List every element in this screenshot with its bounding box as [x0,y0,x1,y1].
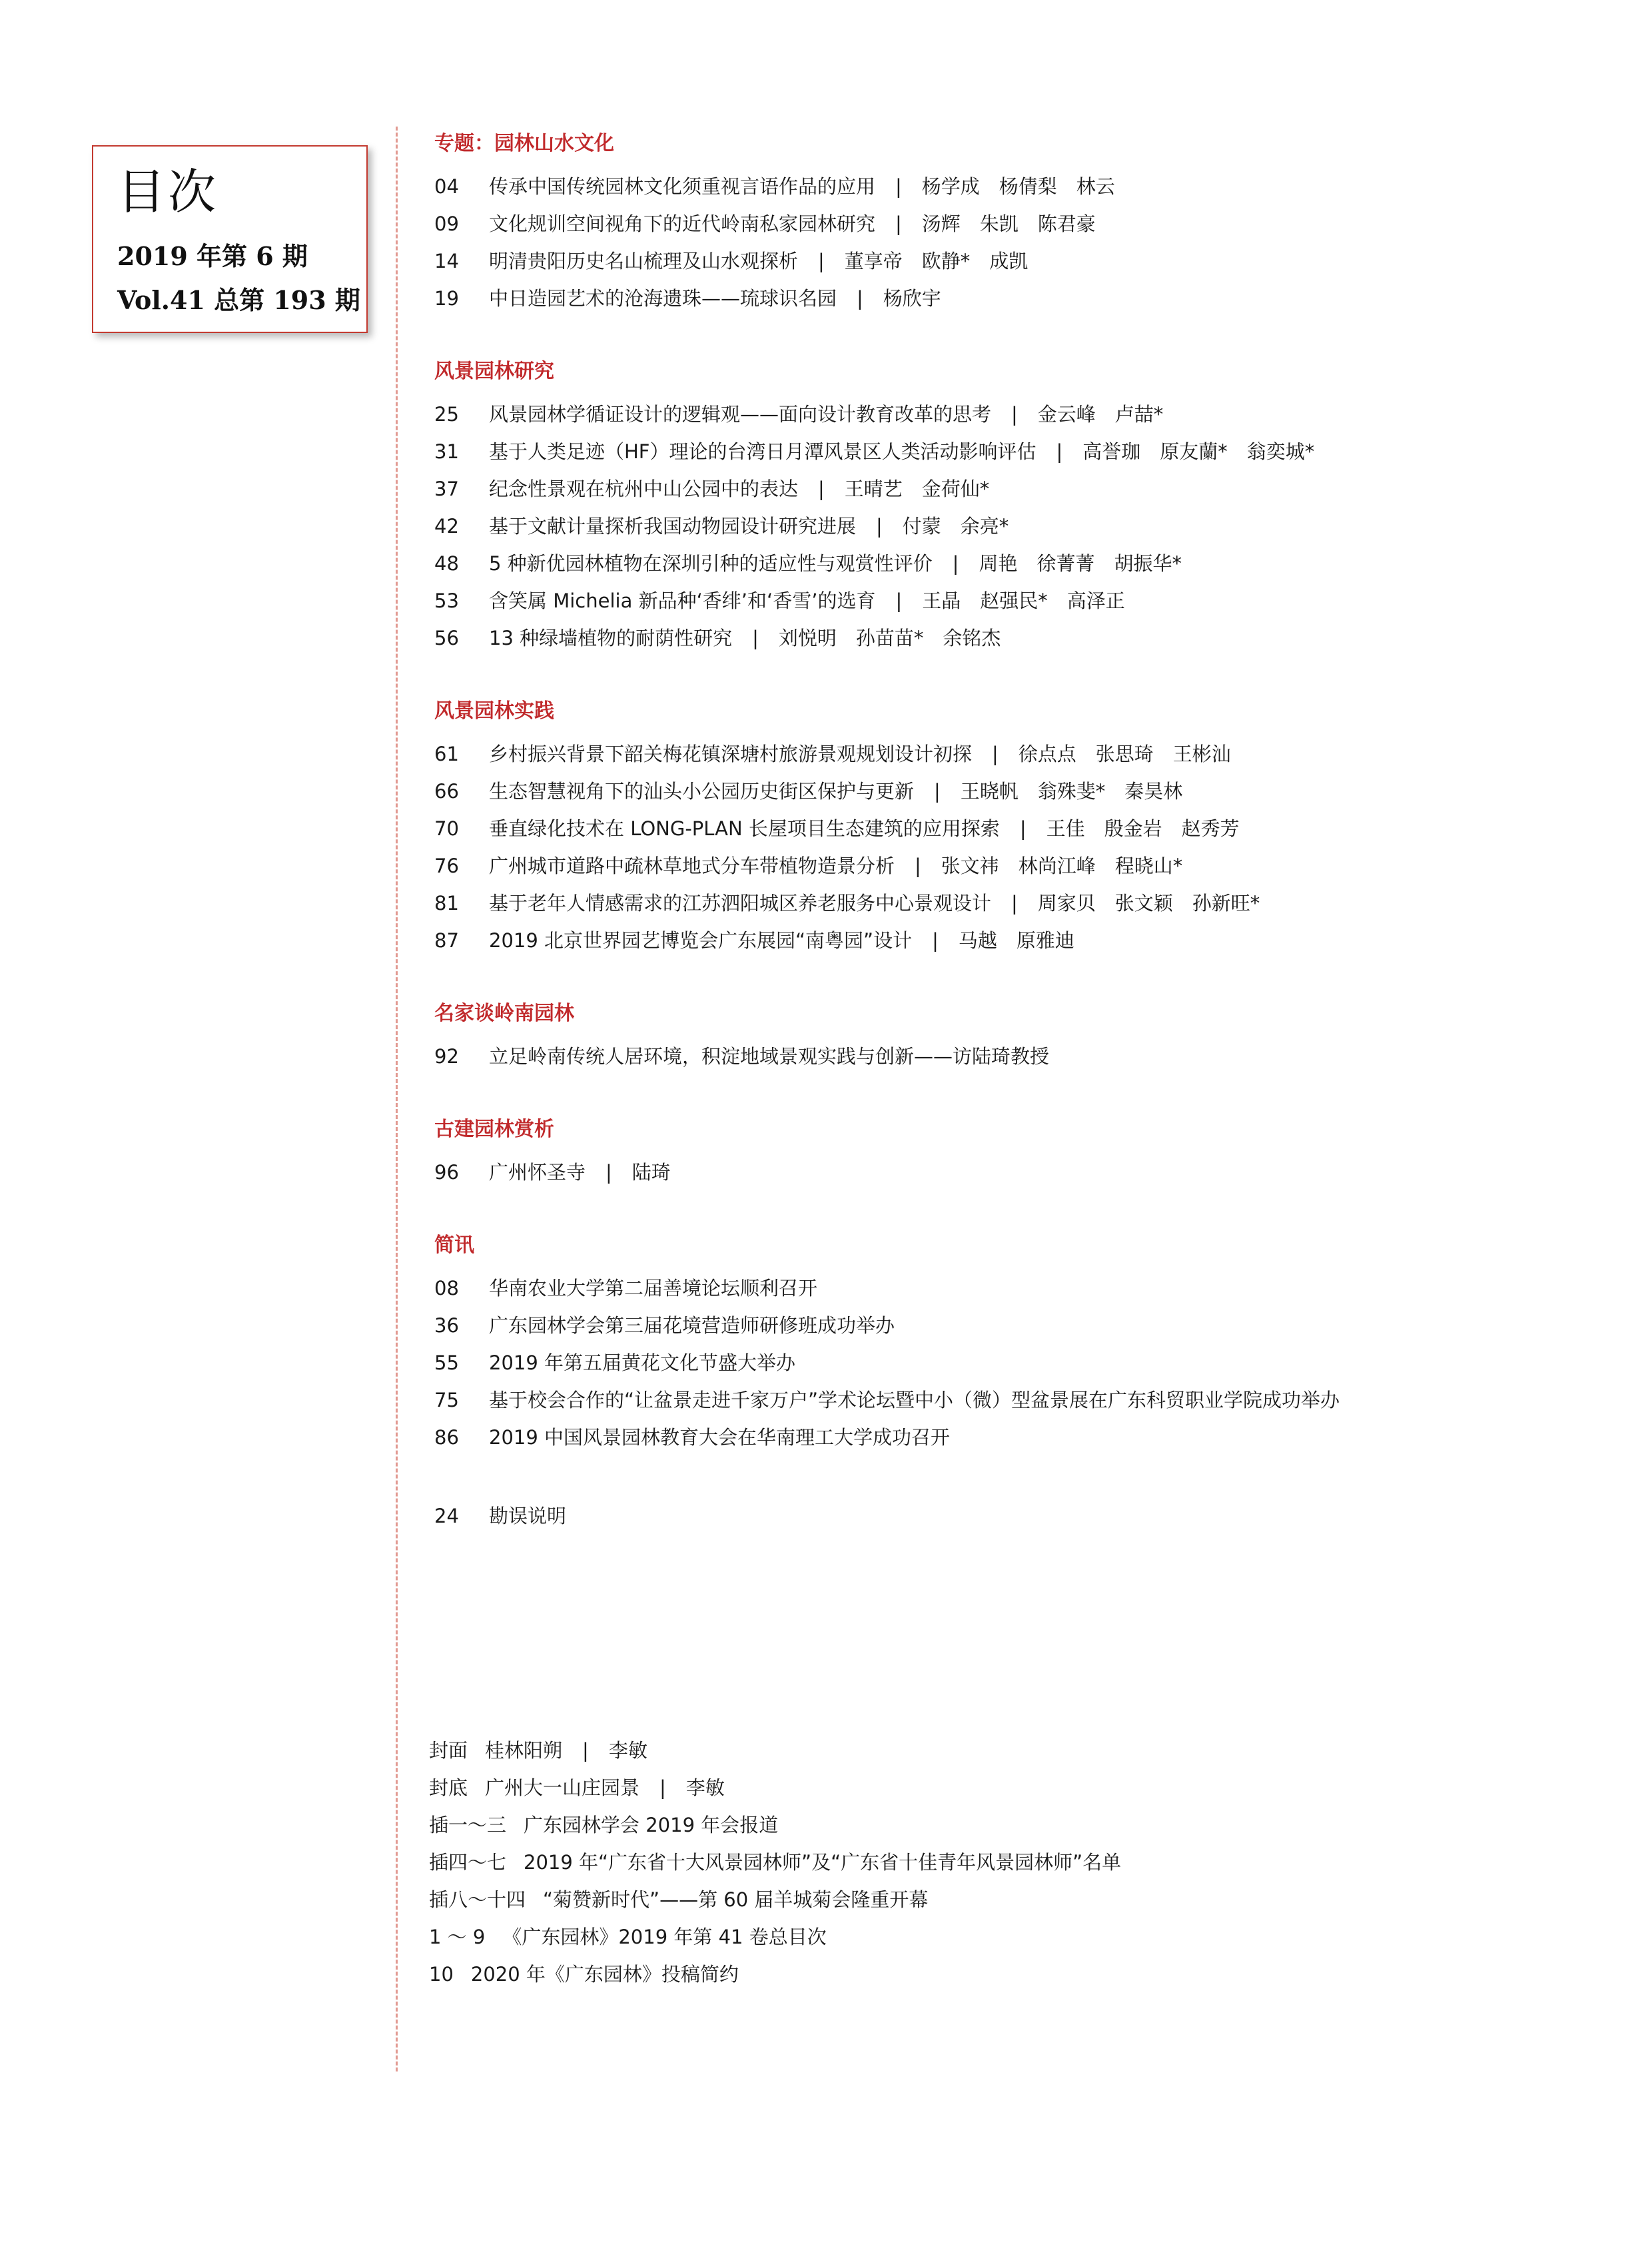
errata-section [434,1497,1627,1535]
masthead-issue: 2019 年第 6 期 [117,241,308,271]
article-title: 生态智慧视角下的汕头小公园历史街区保护与更新 [489,780,915,803]
credit-label: 封面 [429,1739,468,1762]
section-title: 风景园林研究 [434,360,554,383]
credit-title: “菊赞新时代”——第 60 届羊城菊会隆重开幕 [543,1888,929,1911]
page-number: 42 [434,515,459,538]
page-number: 66 [434,780,459,803]
credit-title: 《广东园林》2019 年第 41 卷总目次 [502,1926,827,1948]
page-number: 87 [434,929,459,952]
article-title: 乡村振兴背景下韶关梅花镇深塘村旅游景观规划设计初探 [489,743,973,765]
toc-section [434,1232,1627,1456]
separator: | [1056,440,1063,463]
article-title: 文化规训空间视角下的近代岭南私家园林研究 [489,212,876,235]
separator: | [1011,403,1018,426]
credit-label: 插四～七 [429,1851,507,1874]
separator: | [932,929,939,952]
article-authors: 杨欣宇 [883,287,941,310]
separator: | [1011,892,1018,915]
toc-entry[interactable] [434,1419,1627,1456]
article-title: 风景园林学循证设计的逻辑观——面向设计教育改革的思考 [489,403,992,426]
toc-entry[interactable] [434,1307,1627,1344]
credit-label: 插八～十四 [429,1888,526,1911]
credit-entry[interactable] [429,1918,1615,1956]
section-title: 简讯 [434,1234,474,1257]
article-title: 基于老年人情感需求的江苏泗阳城区养老服务中心景观设计 [489,892,992,915]
separator: | [1019,817,1027,840]
article-title: 2019 年第五届黄花文化节盛大举办 [489,1351,796,1374]
toc-section [434,358,1627,657]
page-number: 81 [434,892,459,915]
credit-entry[interactable] [429,1844,1615,1881]
article-title: 垂直绿化技术在 LONG-PLAN 长屋项目生态建筑的应用探索 [489,817,1000,840]
article-authors: 杨学成 杨倩梨 林云 [921,175,1115,198]
separator: | [895,175,902,198]
article-title: 13 种绿墙植物的耐荫性研究 [489,627,733,649]
article-authors: 汤辉 朱凯 陈君豪 [921,212,1096,235]
toc-entry[interactable] [434,168,1627,205]
article-authors: 张文祎 林尚江峰 程晓山* [941,855,1183,877]
masthead-title: 目次 [117,164,219,220]
toc-entry[interactable] [434,470,1627,508]
toc-entry[interactable] [434,1038,1627,1075]
credit-entry[interactable] [429,1956,1615,1993]
toc-entry[interactable] [434,810,1627,847]
credit-entry[interactable] [429,1769,1615,1806]
toc-entry[interactable] [434,396,1627,433]
page-number: 04 [434,175,459,198]
toc-entry[interactable] [434,1344,1627,1381]
toc-section [434,131,1627,317]
page-number: 36 [434,1314,459,1337]
credit-entry[interactable] [429,1732,1615,1769]
article-title: 明清贵阳历史名山梳理及山水观探析 [489,250,799,272]
toc-entry[interactable] [434,1270,1627,1307]
page-number: 31 [434,440,459,463]
article-title: 基于人类足迹（HF）理论的台湾日月潭风景区人类活动影响评估 [489,440,1036,463]
article-authors: 王佳 殷金岩 赵秀芳 [1046,817,1240,840]
article-title: 广州怀圣寺 [489,1161,586,1184]
article-title: 2019 北京世界园艺博览会广东展园“南粤园”设计 [489,929,913,952]
separator: | [934,780,941,803]
toc-entry[interactable] [434,1154,1627,1191]
credit-entry[interactable] [429,1806,1615,1844]
toc-entry[interactable] [434,582,1627,619]
article-authors: 王晴艺 金荷仙* [844,478,990,500]
credit-title: 桂林阳朔 [485,1739,563,1762]
image-credits [429,1732,1615,1993]
separator: | [752,627,759,649]
article-authors: 陆琦 [631,1161,671,1184]
credit-author: 李敏 [608,1739,647,1762]
page-number: 53 [434,589,459,612]
toc-entry[interactable] [434,545,1627,582]
article-authors: 高誉珈 原友蘭* 翁奕城* [1082,440,1315,463]
toc-content [434,131,1627,1576]
article-title: 广东园林学会第三届花境营造师研修班成功举办 [489,1314,895,1337]
toc-entry[interactable] [434,847,1627,885]
separator: | [582,1739,589,1762]
article-authors: 刘悦明 孙苗苗* 余铭杰 [778,627,1001,649]
dashed-divider [396,127,398,2071]
article-title: 基于校会合作的“让盆景走进千家万户”学术论坛暨中小（微）型盆景展在广东科贸职业学院成功举办 [489,1389,1340,1411]
article-authors: 金云峰 卢喆* [1037,403,1164,426]
credit-label: 插一～三 [429,1814,507,1836]
credit-title: 广州大一山庄园景 [485,1776,640,1799]
article-title: 勘误说明 [489,1505,567,1527]
article-authors: 马越 原雅迪 [958,929,1074,952]
article-title: 5 种新优园林植物在深圳引种的适应性与观赏性评价 [489,552,933,575]
page-number: 48 [434,552,459,575]
separator: | [876,515,883,538]
separator: | [818,478,825,500]
article-authors: 王晓帆 翁殊斐* 秦昊林 [960,780,1183,803]
article-authors: 付蒙 余亮* [902,515,1009,538]
article-title: 立足岭南传统人居环境，积淀地域景观实践与创新——访陆琦教授 [489,1045,1050,1068]
credit-title: 2019 年“广东省十大风景园林师”及“广东省十佳青年风景园林师”名单 [524,1851,1122,1874]
toc-section [434,1000,1627,1075]
credit-author: 李敏 [685,1776,725,1799]
masthead-box [92,145,368,333]
separator: | [952,552,959,575]
credit-entry[interactable] [429,1881,1615,1918]
page-number: 56 [434,627,459,649]
toc-entry[interactable] [434,619,1627,657]
section-title: 名家谈岭南园林 [434,1002,574,1025]
article-authors: 周艳 徐菁菁 胡振华* [979,552,1182,575]
toc-entry[interactable] [434,735,1627,773]
page-number: 24 [434,1505,459,1527]
toc-entry[interactable] [434,1381,1627,1419]
separator: | [895,212,902,235]
article-title: 2019 中国风景园林教育大会在华南理工大学成功召开 [489,1426,951,1449]
separator: | [606,1161,612,1184]
separator: | [895,589,903,612]
page-number: 14 [434,250,459,272]
article-title: 含笑属 Michelia 新品种‘香绯’和‘香雪’的选育 [489,589,876,612]
toc-entry[interactable] [434,1497,1627,1535]
toc-entry[interactable] [434,433,1627,470]
credit-label: 1 ～ 9 [429,1926,486,1948]
separator: | [992,743,999,765]
article-authors: 董享帝 欧静* 成凯 [844,250,1029,272]
article-authors: 王晶 赵强民* 高泽正 [922,589,1125,612]
toc-entry[interactable] [434,922,1627,959]
page-number: 92 [434,1045,459,1068]
page-number: 25 [434,403,459,426]
article-title: 基于文献计量探析我国动物园设计研究进展 [489,515,857,538]
section-title: 风景园林实践 [434,699,554,723]
toc-entry[interactable] [434,280,1627,317]
credit-title: 2020 年《广东园林》投稿简约 [470,1963,739,1986]
article-title: 华南农业大学第二届善境论坛顺利召开 [489,1277,818,1300]
page-number: 70 [434,817,459,840]
page-number: 75 [434,1389,459,1411]
page-number: 61 [434,743,459,765]
article-title: 中日造园艺术的沧海遗珠——琉球识名园 [489,287,837,310]
page-number: 19 [434,287,459,310]
toc-section [434,1116,1627,1191]
toc-section [434,698,1627,959]
article-authors: 周家贝 张文颖 孙新旺* [1037,892,1260,915]
section-title: 古建园林赏析 [434,1118,554,1141]
article-title: 传承中国传统园林文化须重视言语作品的应用 [489,175,876,198]
toc-entry[interactable] [434,773,1627,810]
credit-label: 10 [429,1963,454,1986]
page-number: 09 [434,212,459,235]
page-number: 37 [434,478,459,500]
separator: | [818,250,825,272]
credit-title: 广东园林学会 2019 年会报道 [524,1814,779,1836]
article-title: 纪念性景观在杭州中山公园中的表达 [489,478,799,500]
toc-entry[interactable] [434,508,1627,545]
page-number: 08 [434,1277,459,1300]
article-title: 广州城市道路中疏林草地式分车带植物造景分析 [489,855,895,877]
page-number: 76 [434,855,459,877]
separator: | [857,287,863,310]
toc-entry[interactable] [434,205,1627,242]
toc-entry[interactable] [434,885,1627,922]
separator: | [659,1776,666,1799]
page-number: 96 [434,1161,459,1184]
article-authors: 徐点点 张思琦 王彬汕 [1018,743,1231,765]
page-number: 55 [434,1351,459,1374]
credit-label: 封底 [429,1776,468,1799]
separator: | [915,855,921,877]
page-number: 86 [434,1426,459,1449]
masthead-volume: Vol.41 总第 193 期 [117,285,360,315]
section-title: 专题：园林山水文化 [434,132,614,155]
toc-entry[interactable] [434,242,1627,280]
